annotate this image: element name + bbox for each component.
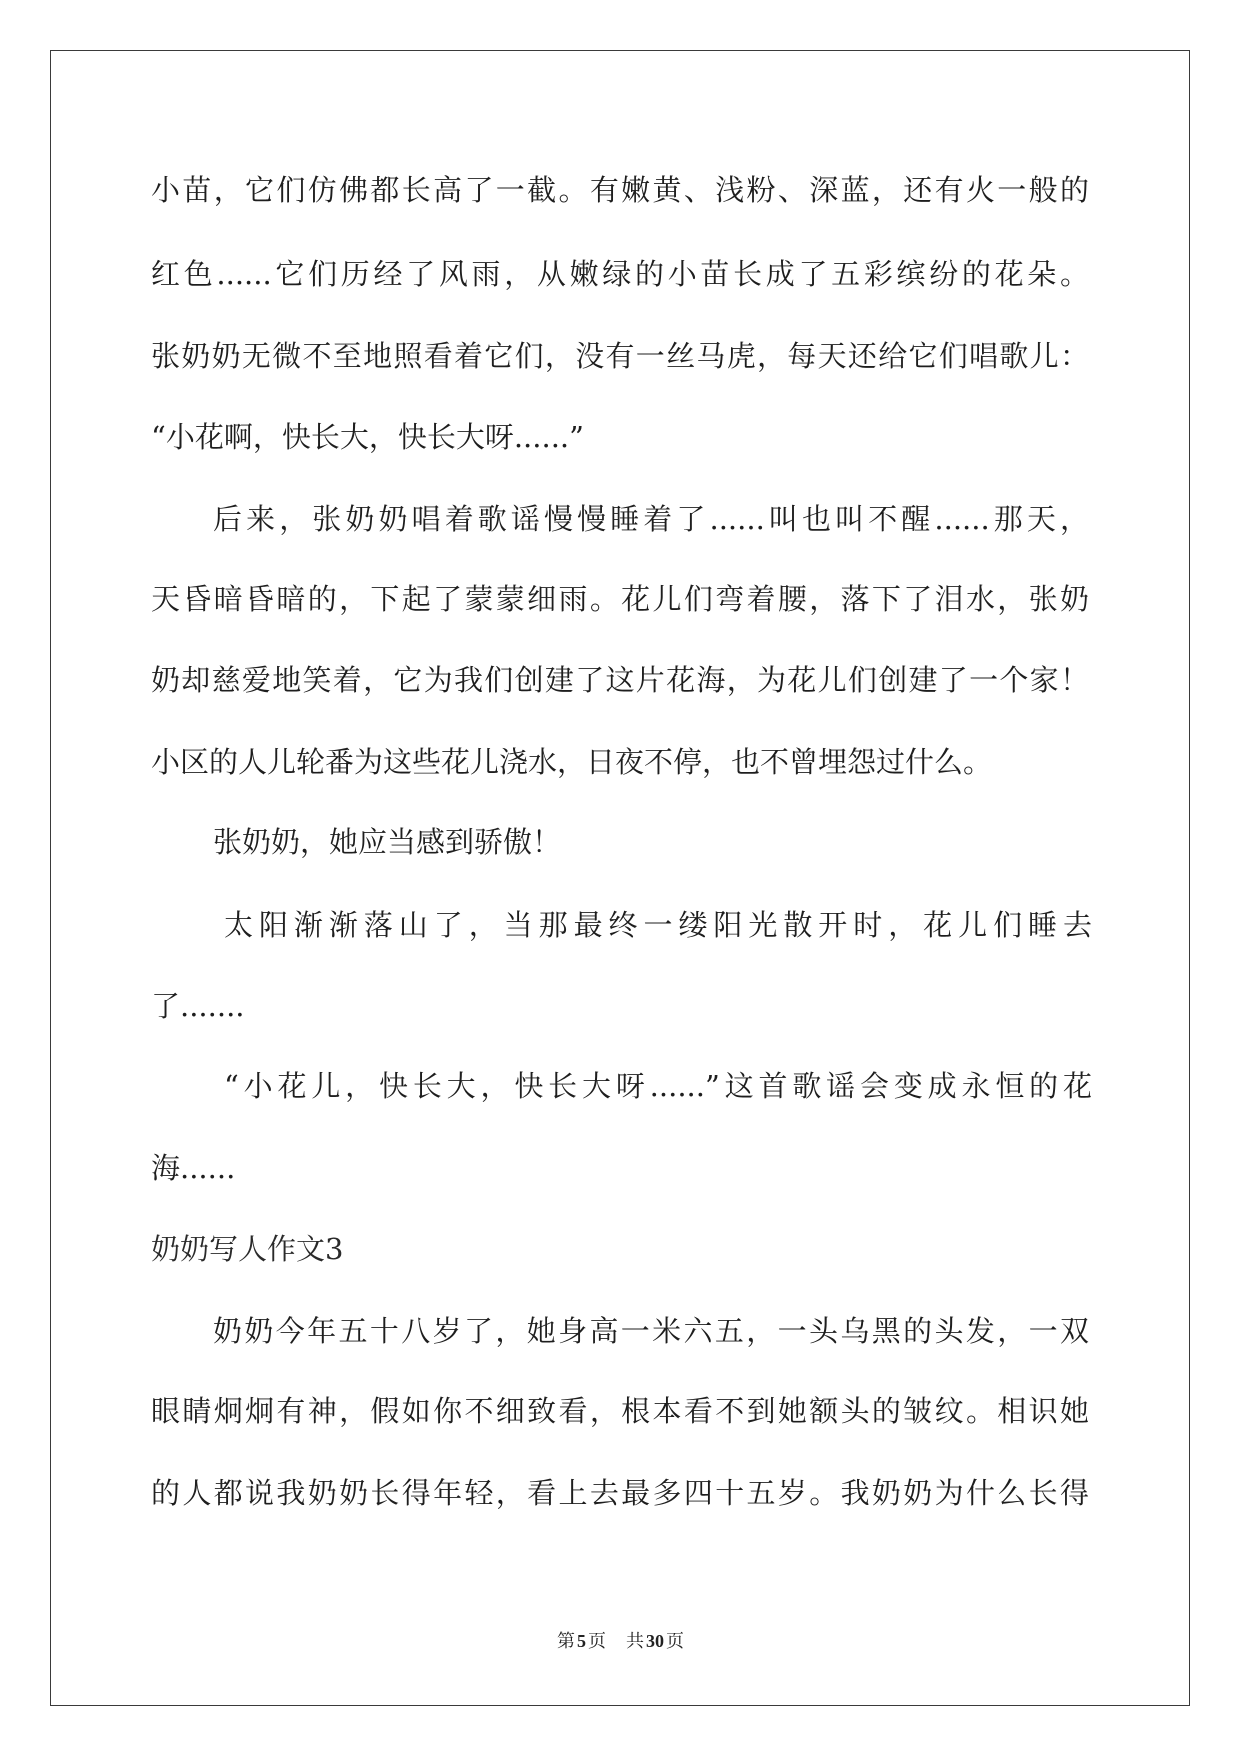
body-text-line: 小苗，它们仿佛都长高了一截。有嫩黄、浅粉、深蓝，还有火一般的 xyxy=(151,173,1089,207)
body-text-line: 张奶奶，她应当感到骄傲！ xyxy=(213,825,562,859)
body-text-line: 了....... xyxy=(151,989,245,1023)
total-pages: 30 xyxy=(646,1631,664,1651)
body-text-line: 奶却慈爱地笑着，它为我们创建了这片花海，为花儿们创建了一个家！ xyxy=(151,663,1089,697)
page-footer xyxy=(0,1628,1241,1655)
body-text-line: “小花啊，快长大，快长大呀......” xyxy=(151,420,584,454)
page-number: 5 xyxy=(577,1631,586,1651)
total-label-suffix: 页 xyxy=(666,1631,684,1652)
body-text-line: 后来，张奶奶唱着歌谣慢慢睡着了......叫也叫不醒......那天， xyxy=(213,502,1089,536)
body-text-line: 海...... xyxy=(151,1151,236,1185)
body-text-line: 奶奶今年五十八岁了，她身高一米六五，一头乌黑的头发，一双 xyxy=(213,1314,1089,1348)
body-text-line: 天昏暗昏暗的，下起了蒙蒙细雨。花儿们弯着腰，落下了泪水，张奶 xyxy=(151,582,1089,616)
body-text-line: 眼睛炯炯有神，假如你不细致看，根本看不到她额头的皱纹。相识她 xyxy=(151,1394,1089,1428)
body-text-line: 红色......它们历经了风雨，从嫩绿的小苗长成了五彩缤纷的花朵。 xyxy=(151,257,1089,291)
body-text-line: 太阳渐渐落山了，当那最终一缕阳光散开时，花儿们睡去 xyxy=(224,908,1092,942)
section-heading: 奶奶写人作文3 xyxy=(151,1232,344,1266)
page-label-suffix: 页 xyxy=(588,1631,606,1652)
body-text-line: “小花儿，快长大，快长大呀......”这首歌谣会变成永恒的花 xyxy=(224,1069,1092,1103)
page-label-prefix: 第 xyxy=(557,1631,575,1652)
body-text-line: 的人都说我奶奶长得年轻，看上去最多四十五岁。我奶奶为什么长得 xyxy=(151,1476,1089,1510)
page-border xyxy=(50,50,1190,1706)
total-label-prefix: 共 xyxy=(626,1631,644,1652)
body-text-line: 小区的人儿轮番为这些花儿浇水，日夜不停，也不曾埋怨过什么。 xyxy=(151,745,993,779)
body-text-line: 张奶奶无微不至地照看着它们，没有一丝马虎，每天还给它们唱歌儿： xyxy=(151,339,1089,373)
